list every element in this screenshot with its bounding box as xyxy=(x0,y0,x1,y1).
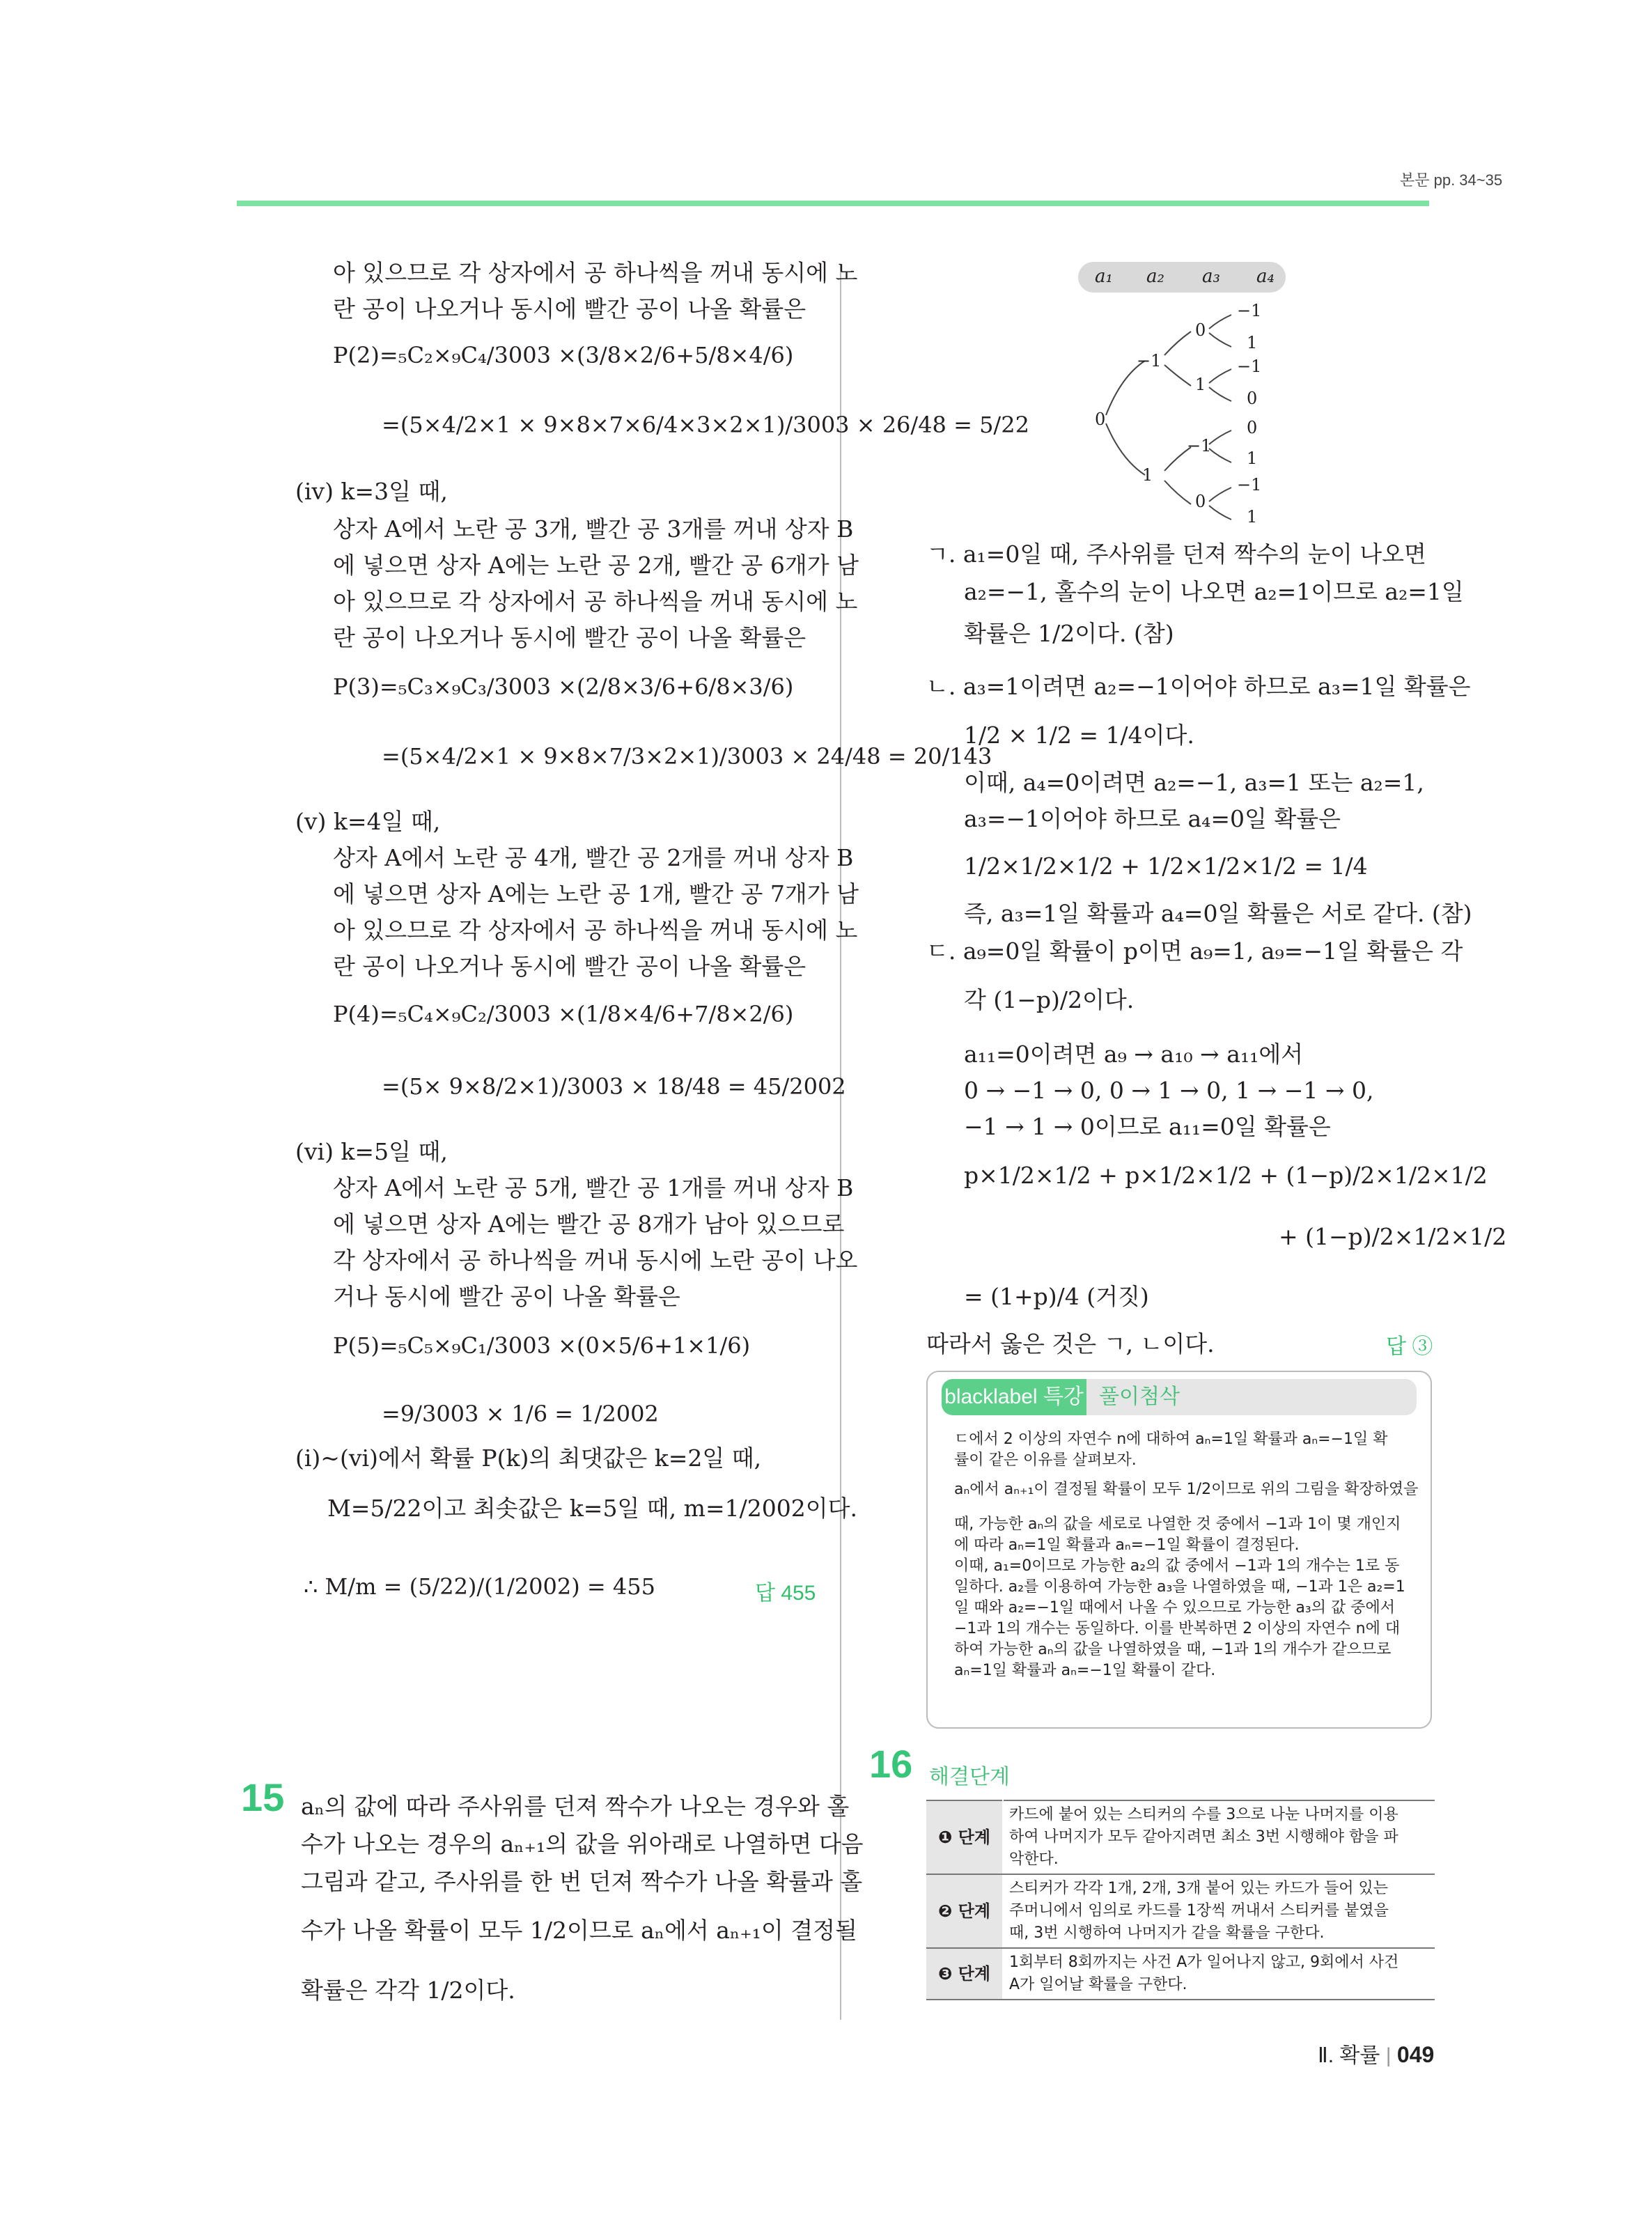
tree-edge xyxy=(1209,430,1231,444)
text-line: a₃=−1이어야 하므로 a₄=0일 확률은 xyxy=(964,805,1341,832)
tree-edge xyxy=(1164,481,1191,504)
tree-edge xyxy=(1209,488,1231,501)
step-line: 카드에 붙어 있는 스티커의 수를 3으로 나눈 나머지를 이용 xyxy=(1009,1806,1398,1823)
tree-node: −1 xyxy=(1237,475,1262,494)
note-line: 때, 가능한 aₙ의 값을 세로로 나열한 것 중에서 −1과 1이 몇 개인지 xyxy=(954,1516,1401,1533)
formula-p4: P(4)=₅C₄×₉C₂/3003 ×(1/8×4/6+7/8×2/6) xyxy=(333,1001,794,1027)
text-line: 따라서 옳은 것은 ㄱ, ㄴ이다. xyxy=(926,1330,1215,1357)
formula-p3: P(3)=₅C₃×₉C₃/3003 ×(2/8×3/6+6/8×3/6) xyxy=(333,673,794,700)
text-line: 아 있으므로 각 상자에서 공 하나씩을 꺼내 동시에 노 xyxy=(333,917,858,944)
text-line: ㄱ. a₁=0일 때, 주사위를 던져 짝수의 눈이 나오면 xyxy=(926,540,1426,568)
step-line: 하여 나머지가 모두 같아지려면 최소 3번 시행해야 함을 파 xyxy=(1009,1828,1398,1846)
text-line: a₂=−1, 홀수의 눈이 나오면 a₂=1이므로 a₂=1일 xyxy=(964,578,1464,605)
tree-node: 0 xyxy=(1247,418,1258,437)
formula-p5-result: =9/3003 × 1/6 = 1/2002 xyxy=(382,1401,659,1427)
text-line: 거나 동시에 빨간 공이 나올 확률은 xyxy=(333,1283,680,1310)
text-line: 상자 A에서 노란 공 3개, 빨간 공 3개를 꺼내 상자 B xyxy=(333,515,854,543)
text-line: 확률은 1/2이다. (참) xyxy=(964,620,1174,647)
step-label: ❷ 단계 xyxy=(926,1874,1003,1948)
tree-edge xyxy=(1106,423,1145,475)
answer-label: 답 ③ xyxy=(1386,1335,1433,1358)
note-line: 이때, a₁=0이므로 가능한 a₂의 값 중에서 −1과 1의 개수는 1로 동 xyxy=(954,1557,1400,1575)
tree-edge xyxy=(1209,506,1231,520)
text-line: 아 있으므로 각 상자에서 공 하나씩을 꺼내 동시에 노 xyxy=(333,588,858,615)
steps-table xyxy=(926,1800,1435,2000)
tree-node: −1 xyxy=(1137,351,1162,371)
problem-number: 16 xyxy=(869,1742,913,1786)
note-line: aₙ=1일 확률과 aₙ=−1일 확률이 같다. xyxy=(954,1662,1216,1679)
text-line: 란 공이 나오거나 동시에 빨간 공이 나올 확률은 xyxy=(333,624,806,651)
note-line: aₙ에서 aₙ₊₁이 결정될 확률이 모두 1/2이므로 위의 그림을 확장하였을 xyxy=(954,1481,1419,1498)
tree-node: −1 xyxy=(1237,357,1262,376)
note-line: 에 따라 aₙ=1일 확률과 aₙ=−1일 확률이 결정된다. xyxy=(954,1536,1300,1554)
step-description xyxy=(1003,1874,1435,1948)
step-description xyxy=(1003,1948,1435,2000)
step-description xyxy=(1003,1800,1435,1874)
step-label: ❶ 단계 xyxy=(926,1800,1003,1874)
text-line: 수가 나올 확률이 모두 1/2이므로 aₙ에서 aₙ₊₁이 결정될 xyxy=(301,1917,857,1944)
tree-node: 0 xyxy=(1247,389,1258,408)
text-line: −1 → 1 → 0이므로 a₁₁=0일 확률은 xyxy=(964,1113,1331,1140)
case-heading: (v) k=4일 때, xyxy=(295,808,441,835)
text-line: p×1/2×1/2 + p×1/2×1/2 + (1−p)/2×1/2×1/2 xyxy=(964,1162,1488,1189)
text-line: a₁₁=0이려면 a₉ → a₁₀ → a₁₁에서 xyxy=(964,1041,1304,1068)
tree-edge xyxy=(1209,369,1231,383)
tree-node: −1 xyxy=(1237,301,1262,320)
formula-p5: P(5)=₅C₅×₉C₁/3003 ×(0×5/6+1×1/6) xyxy=(333,1332,751,1359)
formula-p2: P(2)=₅C₂×₉C₄/3003 ×(3/8×2/6+5/8×4/6) xyxy=(333,342,794,368)
problem-number: 15 xyxy=(241,1775,285,1819)
tree-node: 0 xyxy=(1195,320,1206,340)
section-heading: 해결단계 xyxy=(929,1766,1010,1789)
note-line: 일하다. a₂를 이용하여 가능한 a₃을 나열하였을 때, −1과 1은 a₂=1 xyxy=(954,1578,1405,1596)
text-line: 확률은 각각 1/2이다. xyxy=(301,1977,515,2004)
tree-node: 0 xyxy=(1095,410,1106,429)
text-line: 1/2×1/2×1/2 + 1/2×1/2×1/2 = 1/4 xyxy=(964,852,1368,880)
text-line: 이때, a₄=0이려면 a₂=−1, a₃=1 또는 a₂=1, xyxy=(964,769,1424,796)
note-line: −1과 1의 개수는 동일하다. 이를 반복하면 2 이상의 자연수 n에 대 xyxy=(954,1620,1401,1637)
tree-edge xyxy=(1209,333,1231,347)
step-line: 때, 3번 시행하여 나머지가 같을 확률을 구한다. xyxy=(1009,1924,1325,1942)
tree-node: 1 xyxy=(1142,465,1153,485)
text-line: 에 넣으면 상자 A에는 빨간 공 8개가 남아 있으므로 xyxy=(333,1210,845,1238)
tree-diagram xyxy=(1086,293,1295,529)
tree-node: −1 xyxy=(1187,436,1212,455)
tree-node: 1 xyxy=(1195,375,1206,394)
tree-label: a₂ xyxy=(1146,266,1164,287)
text-line: 1/2 × 1/2 = 1/4이다. xyxy=(964,722,1194,749)
step-row xyxy=(926,1800,1435,1874)
step-line: A가 일어날 확률을 구한다. xyxy=(1009,1976,1187,1993)
text-line: M=5/22이고 최솟값은 k=5일 때, m=1/2002이다. xyxy=(327,1495,857,1522)
text-line: 란 공이 나오거나 동시에 빨간 공이 나올 확률은 xyxy=(333,953,806,980)
note-tab-subtitle: 풀이첨삭 xyxy=(1086,1379,1417,1415)
tree-node: 1 xyxy=(1247,333,1258,352)
text-line: (i)~(vi)에서 확률 P(k)의 최댓값은 k=2일 때, xyxy=(295,1444,762,1472)
step-line: 1회부터 8회까지는 사건 A가 일어나지 않고, 9회에서 사건 xyxy=(1009,1954,1399,1971)
step-row xyxy=(926,1874,1435,1948)
text-line: 에 넣으면 상자 A에는 노란 공 1개, 빨간 공 7개가 남 xyxy=(333,880,859,908)
text-line: 란 공이 나오거나 동시에 빨간 공이 나올 확률은 xyxy=(333,295,806,322)
case-heading: (vi) k=5일 때, xyxy=(295,1138,448,1165)
formula-p3-result: =(5×4/2×1 × 9×8×7/3×2×1)/3003 × 24/48 = 20/143 xyxy=(382,743,992,770)
text-line: + (1−p)/2×1/2×1/2 xyxy=(1279,1223,1507,1250)
text-line: 아 있으므로 각 상자에서 공 하나씩을 꺼내 동시에 노 xyxy=(333,259,858,286)
note-line: 률이 같은 이유를 살펴보자. xyxy=(954,1451,1137,1469)
step-label: ❸ 단계 xyxy=(926,1948,1003,2000)
tree-edge xyxy=(1209,315,1231,329)
note-line: 하여 가능한 aₙ의 값을 나열하였을 때, −1과 1의 개수가 같으므로 xyxy=(954,1641,1392,1658)
text-line: 그림과 같고, 주사위를 한 번 던져 짝수가 나올 확률과 홀 xyxy=(301,1868,863,1895)
tree-label: a₄ xyxy=(1256,266,1275,287)
tree-node: 1 xyxy=(1247,449,1258,468)
tree-label: a₃ xyxy=(1202,266,1220,287)
tree-edge xyxy=(1209,449,1231,462)
step-row xyxy=(926,1948,1435,2000)
text-line: 0 → −1 → 0, 0 → 1 → 0, 1 → −1 → 0, xyxy=(964,1077,1374,1104)
tree-edge xyxy=(1209,387,1231,401)
page-number: 049 xyxy=(1396,2042,1435,2067)
text-line: 상자 A에서 노란 공 4개, 빨간 공 2개를 꺼내 상자 B xyxy=(333,844,854,871)
header-rule xyxy=(237,201,1429,206)
step-line: 스티커가 각각 1개, 2개, 3개 붙어 있는 카드가 들어 있는 xyxy=(1009,1880,1388,1897)
text-line: 에 넣으면 상자 A에는 노란 공 2개, 빨간 공 6개가 남 xyxy=(333,552,859,579)
note-tab-title: blacklabel 특강 xyxy=(942,1379,1086,1415)
note-line: ㄷ에서 2 이상의 자연수 n에 대하여 aₙ=1일 확률과 aₙ=−1일 확 xyxy=(954,1431,1388,1448)
text-line: 상자 A에서 노란 공 5개, 빨간 공 1개를 꺼내 상자 B xyxy=(333,1174,854,1201)
footer-section: Ⅱ. 확률 xyxy=(1318,2044,1380,2067)
text-line: 각 (1−p)/2이다. xyxy=(964,986,1135,1013)
page-footer: Ⅱ. 확률 | 049 xyxy=(1318,2042,1435,2067)
tree-edge xyxy=(1164,332,1191,355)
step-line: 주머니에서 임의로 카드를 1장씩 꺼내서 스티커를 붙였을 xyxy=(1009,1902,1389,1919)
text-line: 즉, a₃=1일 확률과 a₄=0일 확률은 서로 같다. (참) xyxy=(964,900,1472,927)
note-line: 일 때와 a₂=−1일 때에서 나올 수 있으므로 가능한 a₃의 값 중에서 xyxy=(954,1599,1395,1617)
answer-label: 답 455 xyxy=(755,1582,816,1605)
text-line: ㄷ. a₉=0일 확률이 p이면 a₉=1, a₉=−1일 확률은 각 xyxy=(926,937,1463,965)
tree-edge xyxy=(1164,365,1191,386)
tree-node: 0 xyxy=(1195,492,1206,511)
formula-p4-result: =(5× 9×8/2×1)/3003 × 18/48 = 45/2002 xyxy=(382,1073,846,1100)
formula-p2-result: =(5×4/2×1 × 9×8×7×6/4×3×2×1)/3003 × 26/48 = 5/22 xyxy=(382,412,1029,438)
tree-label: a₁ xyxy=(1095,266,1113,287)
page-reference: 본문 pp. 34~35 xyxy=(1400,171,1503,189)
text-line: = (1+p)/4 (거짓) xyxy=(964,1283,1149,1310)
case-heading: (iv) k=3일 때, xyxy=(295,478,448,505)
text-line: aₙ의 값에 따라 주사위를 던져 짝수가 나오는 경우와 홀 xyxy=(301,1793,850,1820)
formula-ratio: ∴ M/m = (5/22)/(1/2002) = 455 xyxy=(304,1573,655,1600)
text-line: 각 상자에서 공 하나씩을 꺼내 동시에 노란 공이 나오 xyxy=(333,1247,858,1274)
tree-node: 1 xyxy=(1247,507,1258,527)
step-line: 악한다. xyxy=(1009,1851,1059,1868)
text-line: ㄴ. a₃=1이려면 a₂=−1이어야 하므로 a₃=1일 확률은 xyxy=(926,673,1471,700)
text-line: 수가 나오는 경우의 aₙ₊₁의 값을 위아래로 나열하면 다음 xyxy=(301,1830,864,1858)
